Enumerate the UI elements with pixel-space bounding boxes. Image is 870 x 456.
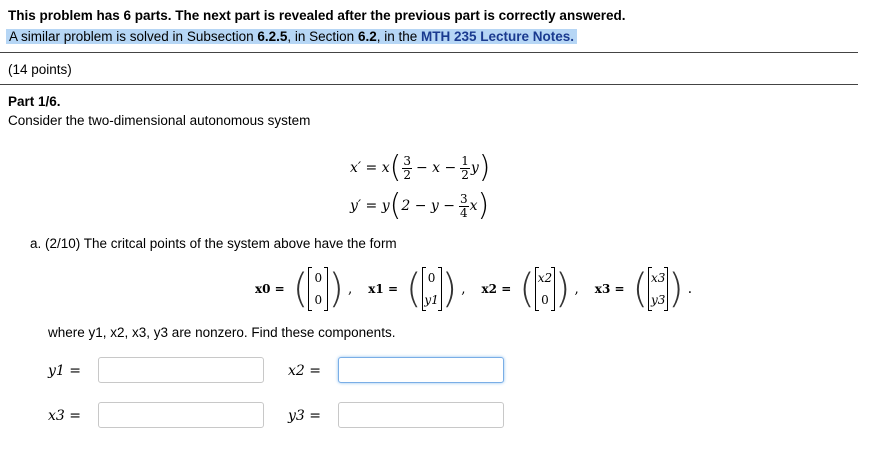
- vector-x2-bottom: 0: [541, 293, 549, 307]
- eq1-frac1: [402, 155, 412, 182]
- divider-top: [0, 52, 858, 53]
- eq1-frac1-den: 2: [403, 167, 411, 182]
- vector-x3-label: x3 =: [594, 282, 625, 296]
- vector-x3-top: x3: [650, 271, 666, 285]
- vector-x0-sep: ,: [347, 281, 353, 297]
- vector-x1-label: x1 =: [368, 282, 399, 296]
- eq1-close-paren: ): [478, 150, 491, 185]
- vector-x2-sep: ,: [574, 281, 579, 297]
- vector-x2-label: x2 =: [481, 282, 512, 296]
- eq1-lhs: x′ = x: [350, 160, 390, 176]
- points-label: (14 points): [8, 62, 72, 77]
- lecture-notes-link[interactable]: MTH 235 Lecture Notes.: [421, 29, 575, 44]
- vector-x0-close: ): [328, 266, 344, 312]
- critical-points-row: [255, 263, 708, 315]
- eq2-frac: [459, 193, 469, 220]
- equation-y-prime: [350, 188, 489, 224]
- eq1-frac2: [460, 155, 470, 182]
- y3-label: y3 =: [288, 408, 321, 424]
- part-title: Part 1/6.: [8, 94, 61, 109]
- section-ref: 6.2: [357, 29, 377, 44]
- in-section-text: , in Section: [287, 29, 358, 44]
- eq1-frac2-num: 1: [461, 153, 469, 168]
- vector-x1-top: 0: [427, 271, 436, 285]
- divider-middle: [0, 84, 858, 85]
- vector-x0: [255, 267, 356, 311]
- similar-prefix: A similar problem is solved in Subsection: [9, 29, 258, 44]
- subsection-ref: 6.2.5: [257, 29, 288, 44]
- vector-x3-close: ): [668, 266, 684, 312]
- eq1-frac2-den: 2: [461, 167, 469, 182]
- y1-label: y1 =: [48, 363, 81, 379]
- eq2-frac-den: 4: [460, 205, 468, 220]
- eq2-lhs: y′ = y: [350, 198, 390, 214]
- vector-x3-open: (: [632, 266, 649, 312]
- vector-x2-top: x2: [537, 271, 553, 285]
- vector-x2-close: ): [554, 266, 571, 312]
- eq2-close-paren: ): [477, 188, 490, 223]
- eq1-frac1-num: 3: [403, 153, 411, 168]
- x3-input[interactable]: [98, 402, 264, 428]
- vector-x0-label: x0 =: [255, 282, 285, 296]
- eq2-open-paren: (: [389, 188, 402, 223]
- vector-x0-top: 0: [314, 271, 323, 285]
- vector-x1-close: ): [441, 266, 458, 312]
- vector-x0-bracket: [308, 267, 328, 311]
- x2-input[interactable]: [338, 357, 504, 383]
- y3-input[interactable]: [338, 402, 504, 428]
- vector-x0-bottom: 0: [314, 293, 323, 307]
- problem-statement: Consider the two-dimensional autonomous system: [8, 113, 311, 128]
- eq1-tail: y: [470, 160, 479, 176]
- eq1-mid: − x −: [415, 160, 457, 176]
- eq2-lead: 2 − y −: [401, 198, 455, 214]
- vector-x2-open: (: [519, 266, 535, 312]
- similar-problem-note: [6, 29, 577, 44]
- vector-x1: [368, 267, 469, 311]
- eq2-frac-num: 3: [460, 191, 468, 206]
- parts-notice: This problem has 6 parts. The next part is revealed after the previous part is correctly answered.: [8, 8, 626, 23]
- equation-x-prime: [350, 150, 491, 186]
- x2-label: x2 =: [288, 363, 321, 379]
- vector-x1-bracket: [422, 267, 442, 311]
- eq2-tail: x: [469, 198, 478, 214]
- vector-x0-open: (: [292, 266, 309, 312]
- vector-x3-sep: .: [687, 281, 693, 297]
- part-a-prompt: a. (2/10) The critcal points of the system above have the form: [30, 236, 397, 251]
- vector-x3: [595, 267, 696, 311]
- y1-input[interactable]: [98, 357, 264, 383]
- x3-label: x3 =: [48, 408, 81, 424]
- eq1-open-paren: (: [389, 150, 402, 185]
- components-instruction: where y1, x2, x3, y3 are nonzero. Find these components.: [48, 325, 396, 340]
- vector-x3-bottom: y3: [650, 293, 666, 307]
- vector-x3-bracket: [648, 267, 668, 311]
- vector-x2: [482, 267, 583, 311]
- in-the-text: , in the: [376, 29, 421, 44]
- vector-x2-bracket: [535, 267, 555, 311]
- vector-x1-open: (: [406, 266, 422, 312]
- vector-x1-bottom: y1: [424, 293, 439, 307]
- vector-x1-sep: ,: [461, 281, 466, 297]
